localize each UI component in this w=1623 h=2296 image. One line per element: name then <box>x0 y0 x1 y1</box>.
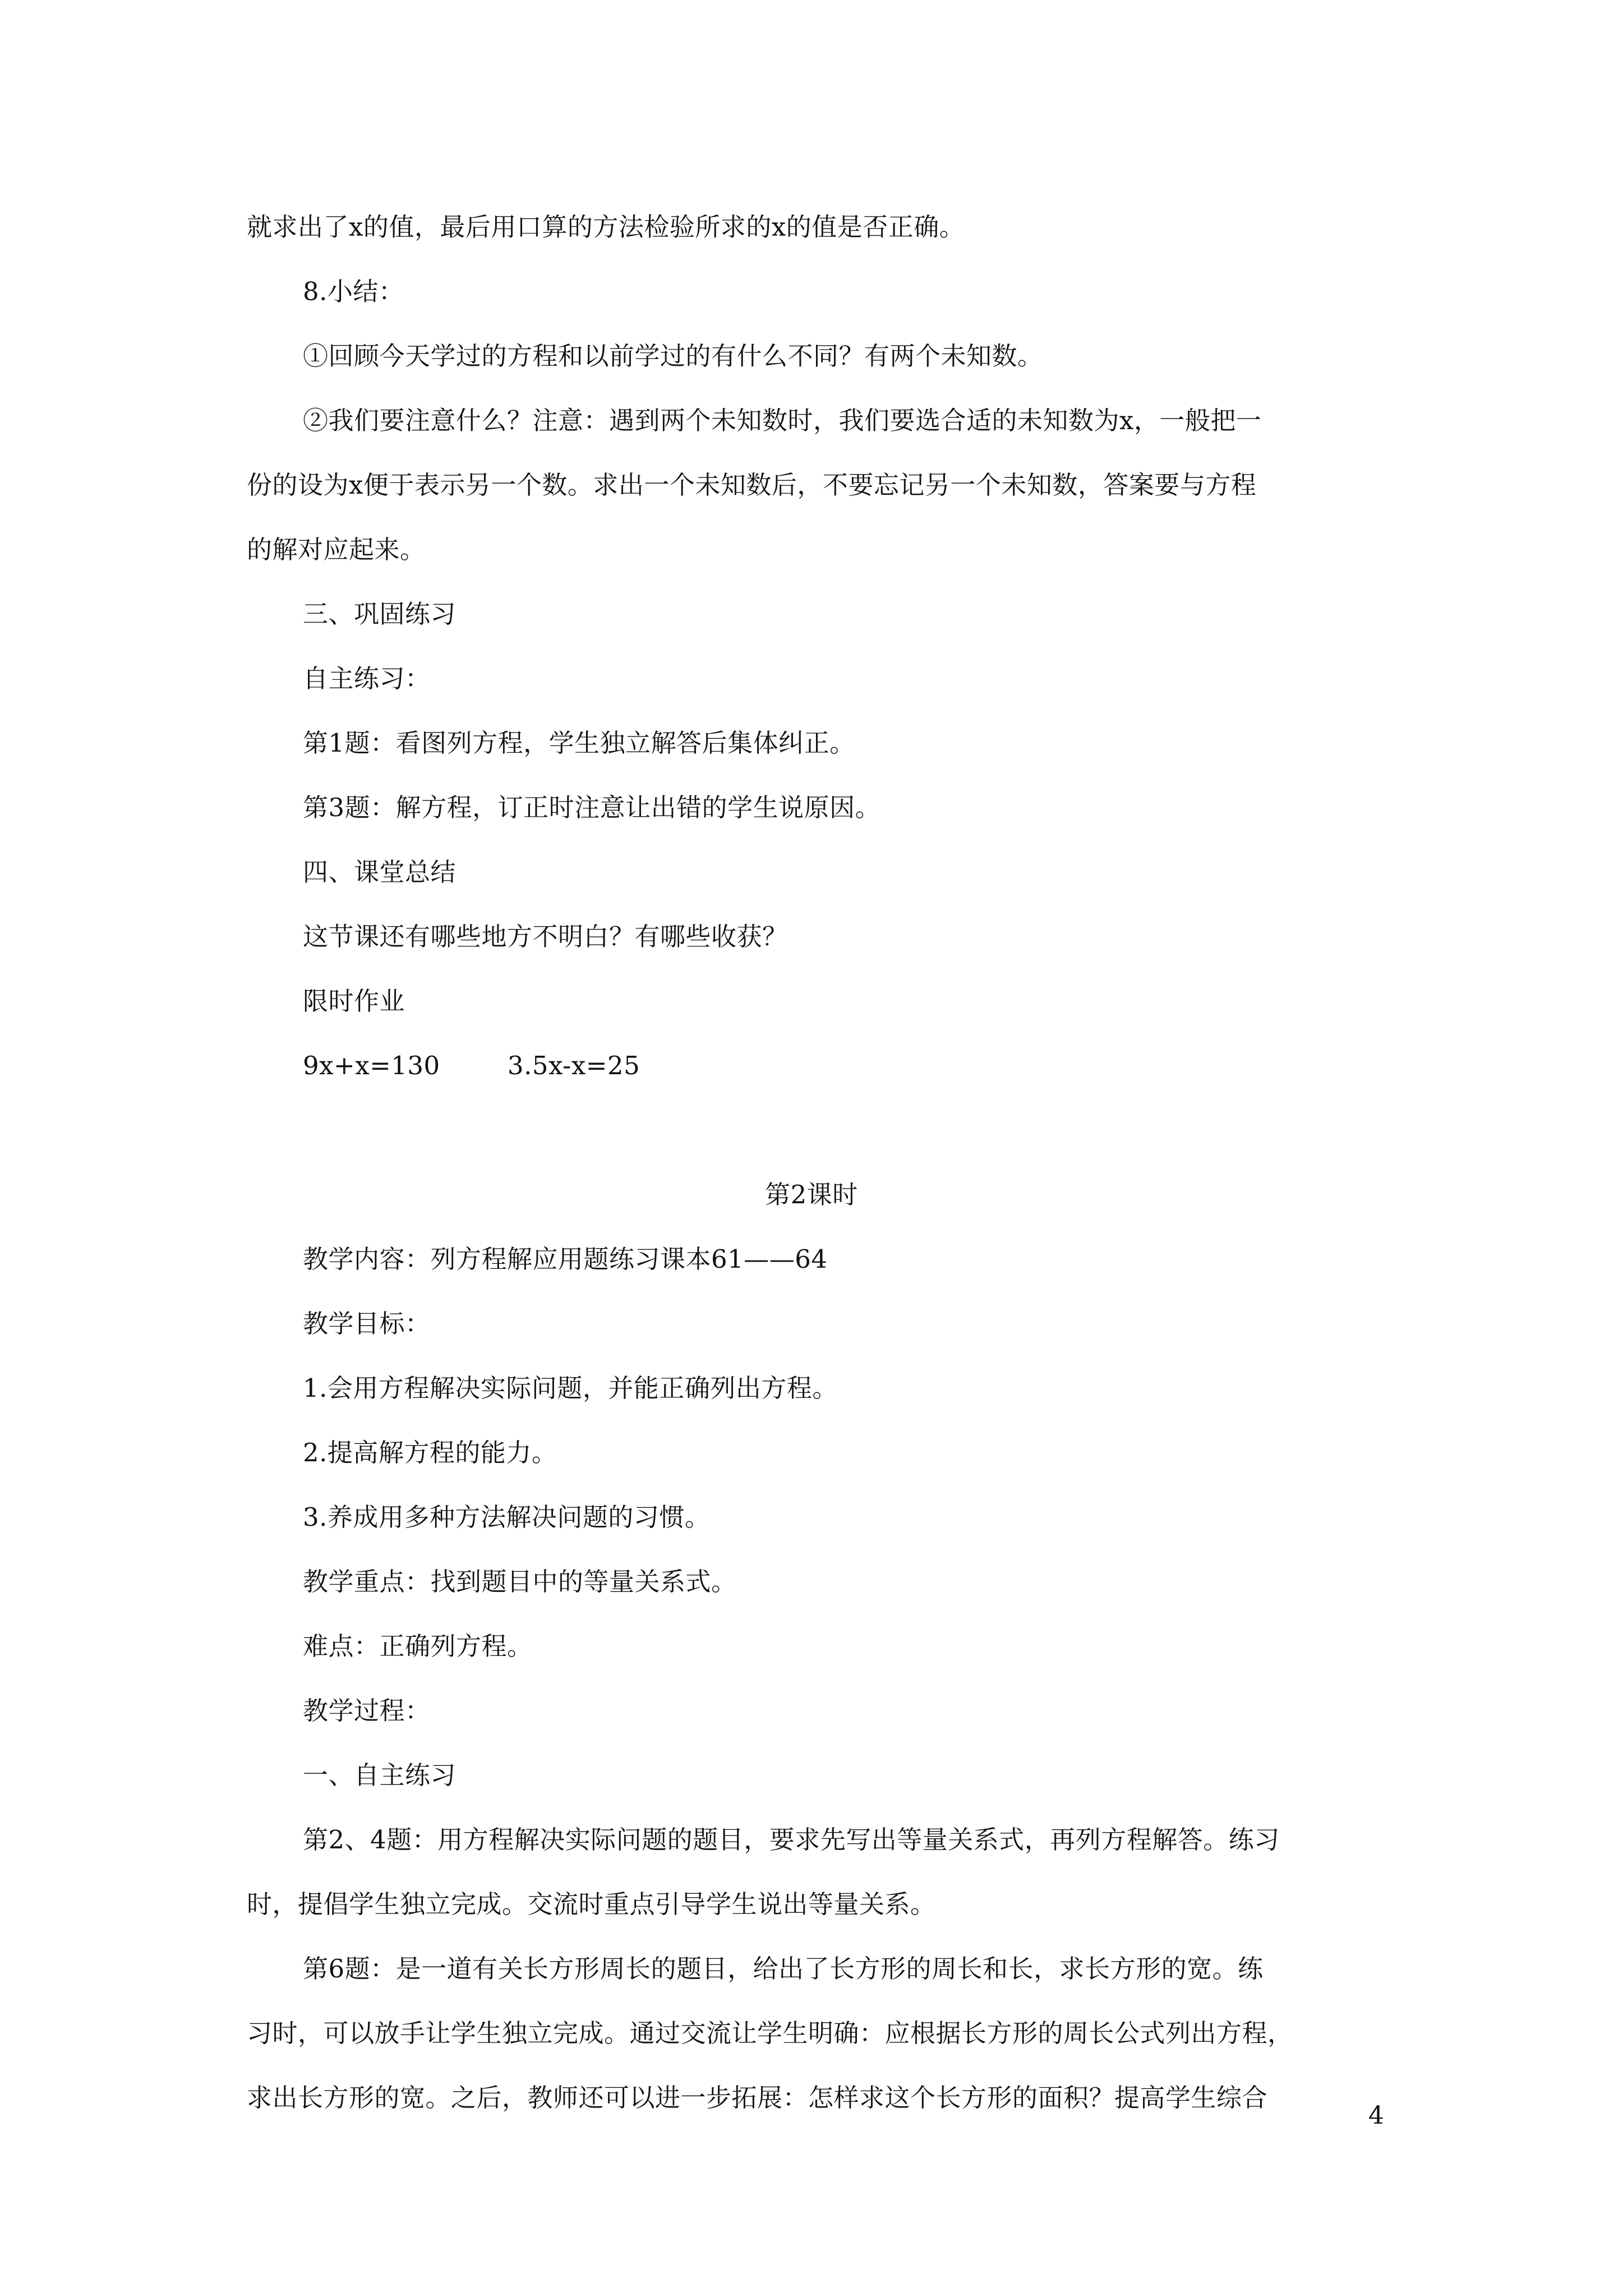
paragraph-line: 限时作业 <box>303 986 405 1016</box>
paragraph-line: 教学内容：列方程解应用题练习课本61——64 <box>303 1244 828 1274</box>
paragraph-line: 教学目标： <box>303 1309 431 1338</box>
paragraph-line: ②我们要注意什么？注意：遇到两个未知数时，我们要选合适的未知数为x，一般把一 <box>303 406 1262 435</box>
paragraph-line: 的解对应起来。 <box>247 535 426 564</box>
equation-2: 3.5x-x=25 <box>508 1051 640 1080</box>
paragraph-line: 份的设为x便于表示另一个数。求出一个未知数后，不要忘记另一个未知数，答案要与方程 <box>247 470 1257 500</box>
paragraph-line: 教学重点：找到题目中的等量关系式。 <box>303 1567 737 1596</box>
section-heading: 8.小结： <box>303 277 404 306</box>
paragraph-line: 第3题：解方程，订正时注意让出错的学生说原因。 <box>303 793 881 822</box>
section-heading: 四、课堂总结 <box>303 857 457 887</box>
paragraph-line: 就求出了x的值，最后用口算的方法检验所求的x的值是否正确。 <box>247 212 965 242</box>
paragraph-line: 第1题：看图列方程，学生独立解答后集体纠正。 <box>303 728 855 758</box>
page-number: 4 <box>1368 2101 1384 2130</box>
paragraph-line: 3.养成用多种方法解决问题的习惯。 <box>303 1502 711 1532</box>
paragraph-line: 难点：正确列方程。 <box>303 1631 533 1661</box>
paragraph-line: 习时，可以放手让学生独立完成。通过交流让学生明确：应根据长方形的周长公式列出方程， <box>247 2018 1293 2048</box>
paragraph-line: 第2、4题：用方程解决实际问题的题目，要求先写出等量关系式，再列方程解答。练习 <box>303 1825 1280 1855</box>
paragraph-line: 1.会用方程解决实际问题，并能正确列出方程。 <box>303 1373 838 1403</box>
paragraph-line: 教学过程： <box>303 1696 431 1726</box>
lesson-title: 第2课时 <box>765 1180 858 1209</box>
paragraph-line: 自主练习： <box>303 664 431 693</box>
section-heading: 三、巩固练习 <box>303 599 457 629</box>
paragraph-line: 2.提高解方程的能力。 <box>303 1438 557 1467</box>
paragraph-line: 这节课还有哪些地方不明白？有哪些收获？ <box>303 922 788 951</box>
equation-1: 9x+x=130 <box>303 1051 440 1080</box>
paragraph-line: ①回顾今天学过的方程和以前学过的有什么不同？有两个未知数。 <box>303 341 1043 371</box>
paragraph-line: 求出长方形的宽。之后，教师还可以进一步拓展：怎样求这个长方形的面积？提高学生综合 <box>247 2083 1268 2113</box>
paragraph-line: 时，提倡学生独立完成。交流时重点引导学生说出等量关系。 <box>247 1889 936 1919</box>
paragraph-line: 第6题：是一道有关长方形周长的题目，给出了长方形的周长和长，求长方形的宽。练 <box>303 1954 1264 1984</box>
section-heading: 一、自主练习 <box>303 1760 457 1790</box>
